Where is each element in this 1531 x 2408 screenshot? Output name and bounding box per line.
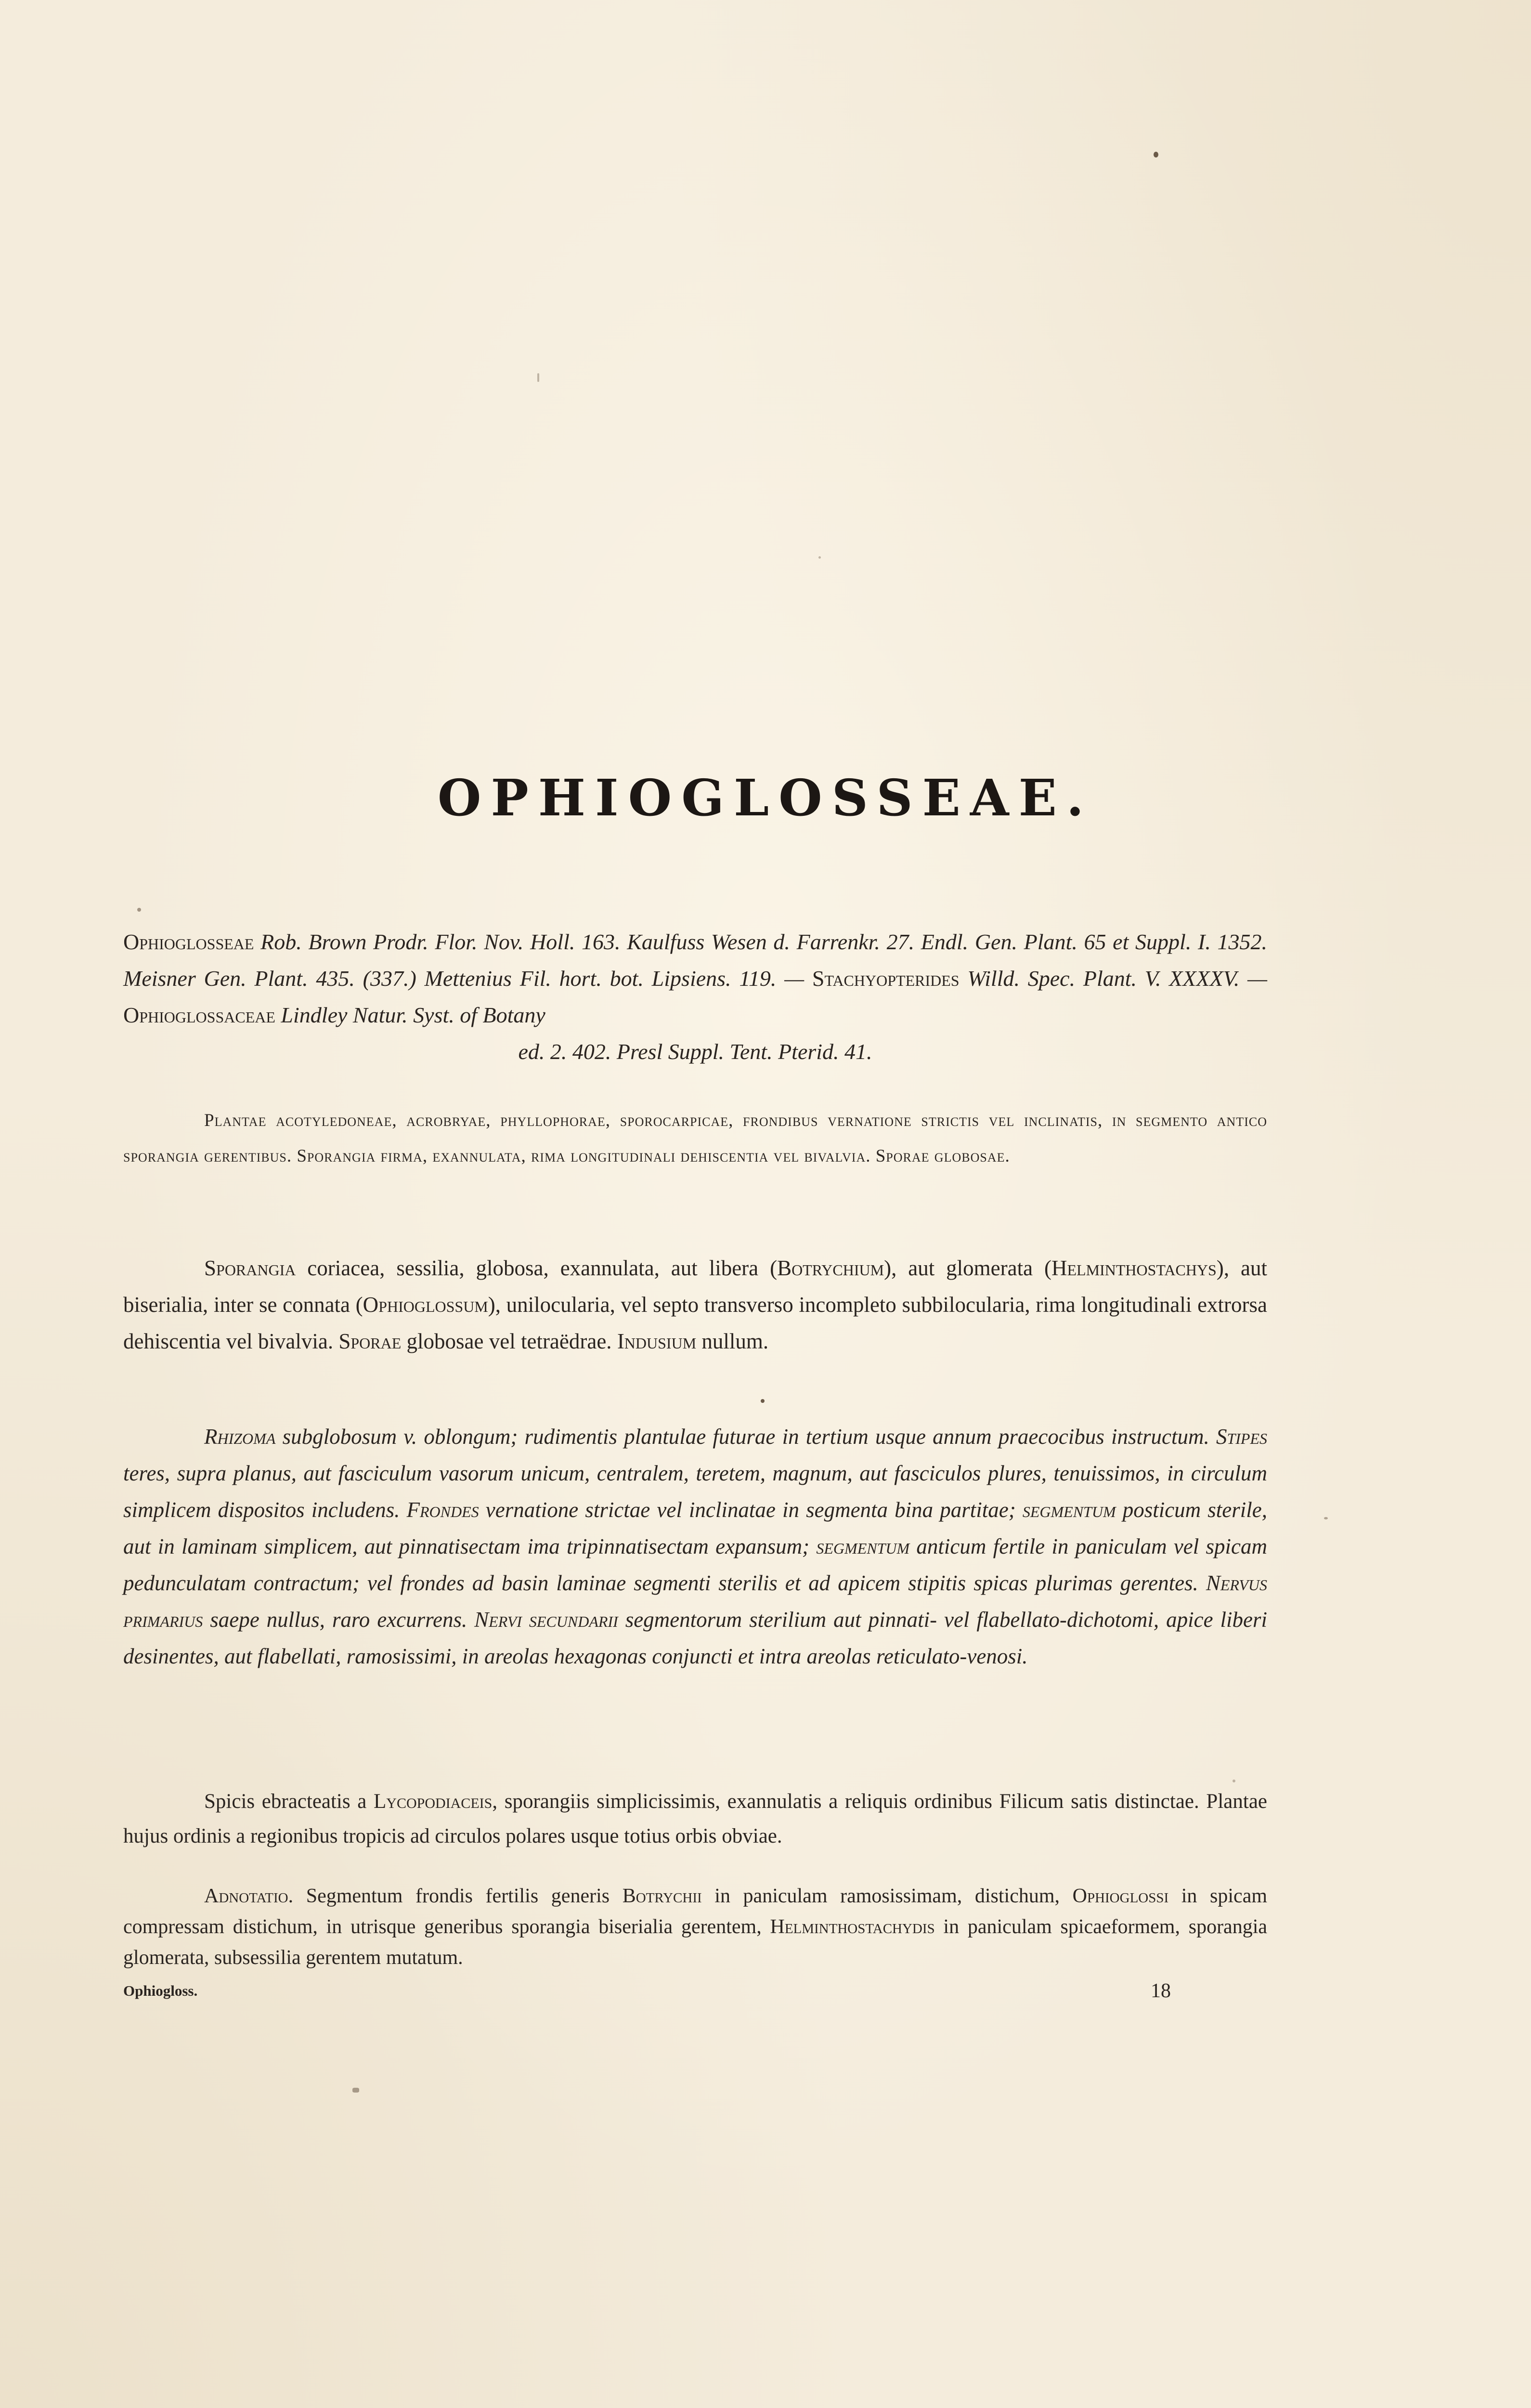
annotation-text-4: in paniculam spicaeformem, sporangia glomerata, subsessilia gerentem mutatum. <box>123 1916 1268 1969</box>
relation-paragraph <box>123 1784 1267 1854</box>
genus-botrychii: Botrychii <box>622 1885 702 1907</box>
citation-3: Lindley Natur. Syst. of Botany <box>275 1003 545 1027</box>
speck <box>761 1399 765 1403</box>
diagnosis-paragraph: Plantae acotyledoneae, acrobryae, phyllophorae, sporocarpicae, frondibus vernatione strictis vel inclinatis, in segmento antico sporangia gerentibus. Sporangia firma, exannulata, rima longitudinali dehiscentia vel bivalvia. Sporae globosae. <box>123 1111 1267 1166</box>
page-number: 18 <box>1151 1980 1171 2002</box>
term-adnotatio: Adnotatio. <box>204 1885 294 1907</box>
term-lycopodiaceis: Lycopodiaceis <box>374 1790 493 1813</box>
genus-botrychium: Botrychium <box>777 1256 884 1280</box>
page-title: OPHIOGLOSSEAE. <box>437 768 1094 827</box>
morphology-text-4: posticum sterile, aut in laminam simplicem, aut pinnatisectam ima tripinnatisectam expansum; <box>123 1498 1268 1558</box>
speck <box>137 908 141 912</box>
annotation-text-2: in paniculam ramosissimam, distichum, <box>701 1885 1073 1907</box>
annotation-paragraph <box>123 1881 1267 1973</box>
term-stipes: Stipes <box>1216 1425 1267 1449</box>
term-frondes: Frondes <box>406 1498 479 1522</box>
signature-mark: Ophiogloss. <box>123 1982 198 1999</box>
morphology-text-1: subglobosum v. oblongum; rudimentis plantulae futurae in tertium usque annum praecocibus instructum. <box>275 1425 1216 1449</box>
genus-ophioglossum: Ophioglossum <box>363 1293 488 1317</box>
synonym-stachyopterides: Stachyopterides <box>812 966 960 991</box>
relation-text-1: Spicis ebracteatis a <box>204 1790 374 1813</box>
description-paragraph <box>123 1250 1267 1360</box>
description-text-3: ), aut biserialia, inter se connata ( <box>123 1256 1267 1317</box>
description-text-4: ), unilocularia, vel septo transverso incompleto subbilocularia, rima longitudinali extrorsa dehiscentia vel bivalvia. <box>123 1293 1267 1353</box>
morphology-paragraph <box>123 1418 1267 1675</box>
synonym-ophioglossaceae: Ophioglossaceae <box>123 1003 275 1027</box>
genus-ophioglossi: Ophioglossi <box>1072 1885 1169 1907</box>
synonym-ophioglosseae: Ophioglosseae <box>123 929 254 954</box>
description-text-5: globosae vel tetraëdrae. <box>401 1329 617 1353</box>
morphology-text-6: saepe nullus, raro excurrens. <box>203 1608 475 1632</box>
description-text-2: ), aut glomerata ( <box>884 1256 1052 1280</box>
genus-helminthostachys: Helminthostachys <box>1051 1256 1217 1280</box>
term-sporangia: Sporangia <box>204 1256 296 1280</box>
synonymy-paragraph <box>123 924 1267 1070</box>
speck <box>1233 1780 1235 1782</box>
annotation-text-1: Segmentum frondis fertilis generis <box>293 1885 623 1907</box>
citation-1: Rob. Brown Prodr. Flor. Nov. Holl. 163. Kaulfuss Wesen d. Farrenkr. 27. Endl. Gen. Plant. 65 et Suppl. I. 1352. Meisner Gen. Plant. 435. (337.) Mettenius Fil. hort. bot. Lipsiens. 119. — <box>123 929 1267 991</box>
term-nervi-secundarii: Nervi secundarii <box>474 1608 618 1632</box>
citation-2: Willd. Spec. Plant. V. XXXXV. — <box>959 966 1267 991</box>
term-sporae: Sporae <box>338 1329 402 1353</box>
morphology-text-5: anticum fertile in paniculam vel spicam pedunculatam contractum; vel frondes ad basin laminae segmenti sterilis et ad apicem stipitis spicas plurimas gerentes. <box>123 1534 1268 1595</box>
term-nervus-primarius: Nervus primarius <box>123 1571 1267 1632</box>
speck <box>818 556 821 559</box>
morphology-text-3: vernatione strictae vel inclinatae in segmenta bina partitae; <box>479 1498 1023 1522</box>
term-indusium: Indusium <box>617 1329 697 1353</box>
term-rhizoma: Rhizoma <box>204 1425 276 1449</box>
description-text-6: nullum. <box>696 1329 769 1353</box>
term-segmentum-anticum: segmentum <box>816 1534 910 1558</box>
description-text-1: coriacea, sessilia, globosa, exannulata, aut libera ( <box>296 1256 778 1280</box>
term-segmentum-posticum: segmentum <box>1022 1498 1116 1522</box>
relation-text-2: , sporangiis simplicissimis, exannulatis a reliquis ordinibus Filicum satis distinctae. Plantae hujus ordinis a regionibus tropicis ad circulos polares usque totius orbis obviae. <box>123 1790 1267 1847</box>
speck <box>537 373 539 382</box>
speck <box>1324 1517 1328 1519</box>
speck <box>352 2088 359 2093</box>
speck <box>1154 152 1158 157</box>
annotation-text-3: in spicam compressam distichum, in utrisque generibus sporangia biserialia gerentem, <box>123 1885 1268 1938</box>
morphology-text-7: segmentorum sterilium aut pinnati- vel flabellato-dichotomi, apice liberi desinentes, aut flabellati, ramosissimi, in areolas hexagonas conjuncti et intra areolas reticulato-venosi. <box>123 1608 1267 1668</box>
genus-helminthostachydis: Helminthostachydis <box>770 1916 935 1938</box>
citation-4: ed. 2. 402. Presl Suppl. Tent. Pterid. 41. <box>518 1039 872 1064</box>
morphology-text-2: teres, supra planus, aut fasciculum vasorum unicum, centralem, teretem, magnum, aut fasciculos plures, tenuissimos, in circulum simplicem dispositos includens. <box>123 1461 1267 1522</box>
